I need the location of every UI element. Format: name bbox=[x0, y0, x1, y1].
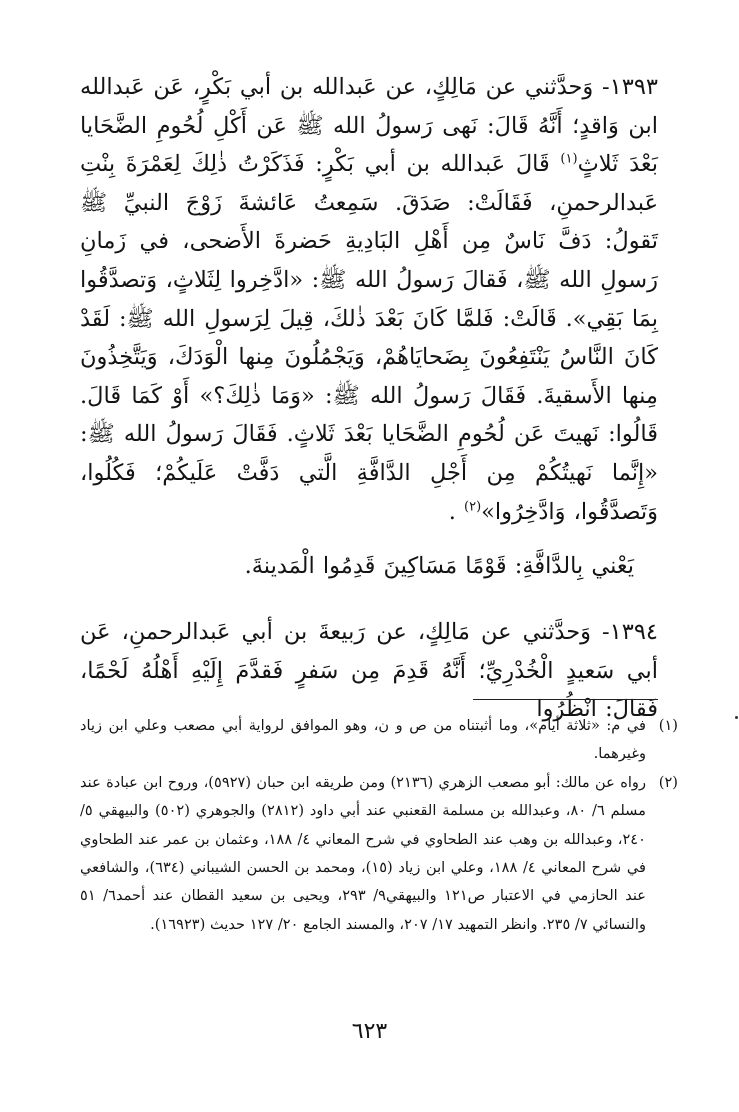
footnote-marker-2[interactable]: (٢) bbox=[464, 499, 482, 515]
hadith-1393-text: ١٣٩٣- وَحدَّثني عن مَالِكٍ، عن عَبدالله بن أبي بَكْرٍ، عَن عَبدالله ابن وَاقدٍ؛ أَنَّهُ قَالَ: نَهى رَسولُ الله ﷺ عَن أَكْلِ لُحُومِ الضَّحَايا بَعْدَ ثَلاثٍ bbox=[80, 74, 658, 178]
page-number: ٦٢٣ bbox=[351, 1019, 388, 1044]
footnote-number: (٢) bbox=[658, 773, 678, 791]
footnotes bbox=[80, 712, 678, 939]
hadith-1393-text-end: . bbox=[448, 498, 465, 525]
footnote-divider bbox=[473, 699, 658, 700]
hadith-1393 bbox=[80, 68, 658, 531]
footnote-number: (١) bbox=[658, 717, 678, 734]
footnote-2 bbox=[80, 769, 678, 939]
footnote-1 bbox=[80, 712, 678, 769]
footnote-text: رواه عن مالك: أبو مصعب الزهري (٢١٣٦) ومن طريقه ابن حبان (٥٩٢٧)، وروح ابن عبادة عند مسلم ٦/ ٨٠، وعبدالله بن مسلمة القعنبي عند أبي داود (٢٨١٢) والجوهري (٥٠٢) والبيهقي ٥/ ٢٤٠، وعبدالله بن وهب عند الطحاوي في شرح المعاني ٤/ ١٨٨، وعثمان بن عمر عند الطحاوي في شرح المعاني ٤/ ١٨٨، وعلي ابن زياد (١٥)، ومحمد بن الحسن الشيباني (٦٣٤)، والشافعي عند الحازمي في الاعتبار ص١٢١ والبيهقي٩/ ٢٩٣، ويحيى بن سعيد القطان عند أحمد٦/ ٥١ والنسائي ٧/ ٢٣٥. وانظر التمهيد ١٧/ ٢٠٧، والمسند الجامع ٢٠/ ١٢٧ حديث (١٦٩٢٣). bbox=[80, 773, 646, 933]
margin-mark bbox=[735, 716, 738, 719]
hadith-1394-text: ١٣٩٤- وَحدَّثني عن مَالِكٍ، عن رَبيعةَ بن أبي عَبدالرحمنِ، عَن أبي سَعيدٍ الْخُدْرِيِّ؛ أَنَّهُ قَدِمَ مِن سَفرٍ فَقدَّمَ إِلَيْهِ أَهْلُهُ لَحْمًا، فَقالَ: انْظُرُوا bbox=[80, 619, 658, 723]
footnote-text: في م: «ثلاثة أيام»، وما أثبتناه من ص و ن، وهو الموافق لرواية أبي مصعب وعلي ابن زياد وغيرهما. bbox=[80, 717, 646, 763]
hadith-1393-text-continued: قَالَ عَبدالله بن أبي بَكْرٍ: فَذَكَرْتُ ذٰلِكَ لِعَمْرَةَ بِنْتِ عَبدالرحمنِ، فَقَالَتْ: صَدَقَ. سَمِعتُ عَائشةَ زَوْجَ النبيِّ ﷺ تَقولُ: دَفَّ نَاسٌ مِن أَهْلِ البَادِيةِ حَضرةَ الأَضحى، في زَمانِ رَسولِ الله ﷺ، فَقالَ رَسولُ الله ﷺ: «ادَّخِروا لِثَلاثٍ، وَتصدَّقُوا بِمَا بَقِي». قَالَتْ: فَلمَّا كَانَ بَعْدَ ذٰلكَ، قِيلَ لِرَسولِ الله ﷺ: لَقَدْ كَانَ النَّاسُ يَنْتَفِعُونَ بِضَحايَاهُمْ، وَيَجْمُلُونَ مِنها الْوَدَكَ، وَيَتَّخِذُونَ مِنها الأَسقيةَ. فَقَالَ رَسولُ الله ﷺ: «وَمَا ذٰلِكَ؟» أَوْ كَمَا قَالَ. قَالُوا: نَهيتَ عَن لُحُومِ الضَّحَايا بَعْدَ ثَلاثٍ. فَقَالَ رَسولُ الله ﷺ: «إِنَّما نَهيتُكُمْ مِن أَجْلِ الدَّافَّةِ الَّتي دَفَّتْ عَلَيكُمْ؛ فَكُلُوا، وَتَصدَّقُوا، وَادَّخِرُوا» bbox=[80, 151, 658, 525]
gloss-text: يَعْني بِالدَّافَّةِ: قَوْمًا مَسَاكِينَ قَدِمُوا الْمَدينةَ. bbox=[244, 553, 634, 579]
gloss-note bbox=[80, 547, 658, 586]
hadith-1393-paragraph bbox=[80, 68, 658, 531]
footnote-marker-1[interactable]: (١) bbox=[560, 151, 578, 167]
